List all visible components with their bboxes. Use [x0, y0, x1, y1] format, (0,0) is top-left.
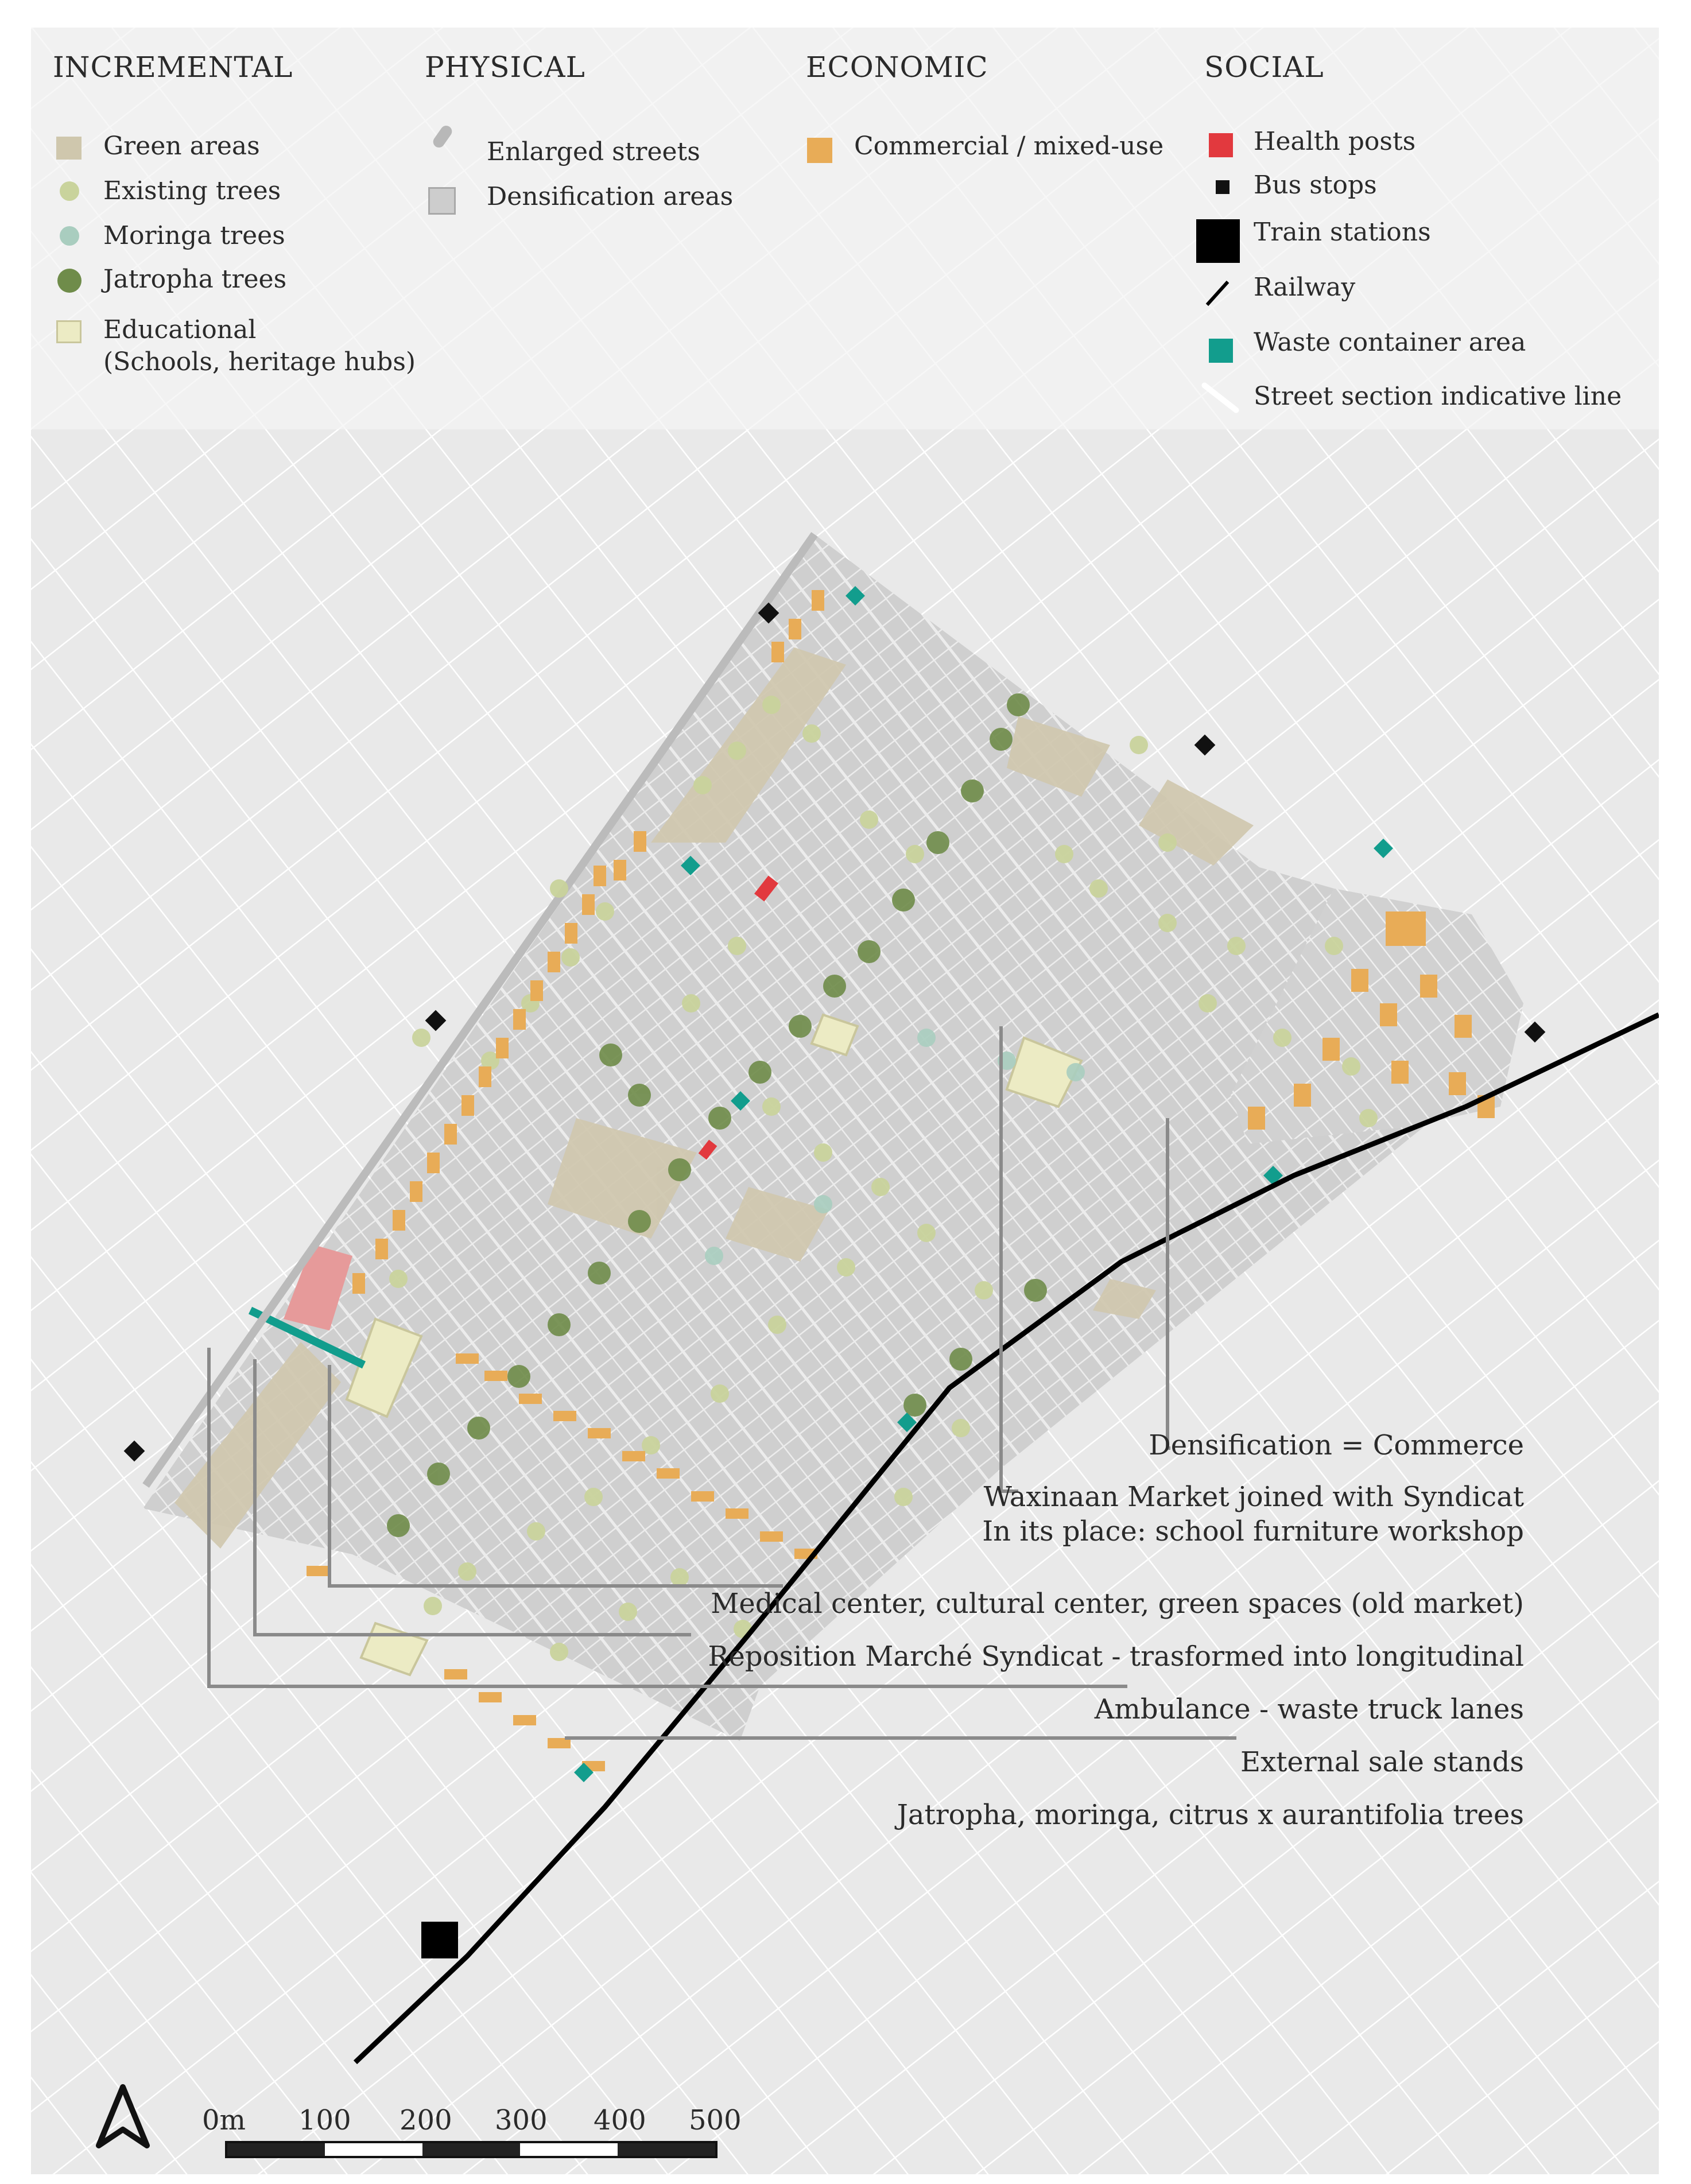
legend-heading-economic: ECONOMIC — [806, 51, 988, 84]
annotation-school-workshop: In its place: school furniture workshop — [982, 1515, 1524, 1547]
legend-densification-areas: Densification areas — [487, 182, 734, 211]
legend-existing-trees: Existing trees — [103, 176, 281, 205]
annotation-medical-center: Medical center, cultural center, green spaces (old market) — [711, 1588, 1524, 1620]
scale-label-200: 200 — [400, 2104, 452, 2136]
annotation-tree-species: Jatropha, moringa, citrus x aurantifolia trees — [897, 1799, 1524, 1831]
legend-enlarged-streets: Enlarged streets — [487, 137, 700, 166]
waste-container-swatch — [1209, 339, 1233, 363]
train-station — [421, 1922, 458, 1958]
annotation-densification: Densification = Commerce — [1149, 1429, 1524, 1461]
legend-commercial: Commercial / mixed-use — [854, 131, 1164, 161]
existing-tree-icon — [60, 181, 79, 201]
health-post-swatch — [1209, 133, 1233, 157]
jatropha-tree-icon — [57, 269, 82, 293]
legend-educational-detail: (Schools, heritage hubs) — [103, 347, 416, 377]
legend-train-stations: Train stations — [1254, 218, 1431, 247]
north-arrow-icon — [94, 2082, 152, 2151]
legend-bus-stops: Bus stops — [1254, 170, 1377, 200]
legend-educational: Educational — [103, 315, 257, 344]
scale-label-100: 100 — [298, 2104, 351, 2136]
legend-health-posts: Health posts — [1254, 127, 1416, 156]
scale-label-500: 500 — [689, 2104, 742, 2136]
annotation-external-stands: External sale stands — [1240, 1746, 1524, 1778]
moringa-tree-icon — [60, 226, 79, 246]
legend-heading-incremental: INCREMENTAL — [53, 51, 293, 84]
scale-label-400: 400 — [594, 2104, 646, 2136]
densification-swatch — [428, 187, 456, 215]
annotation-waxinaan-market: Waxinaan Market joined with Syndicat — [983, 1481, 1524, 1513]
legend-heading-social: SOCIAL — [1204, 51, 1324, 84]
legend-waste-container: Waste container area — [1254, 328, 1526, 357]
map-frame — [31, 28, 1659, 2174]
annotation-marche-syndicat: Reposition Marché Syndicat - trasformed into longitudinal — [708, 1640, 1524, 1673]
bus-stop-swatch — [1216, 180, 1230, 194]
legend-railway: Railway — [1254, 273, 1356, 302]
commercial-swatch — [807, 138, 832, 163]
legend-moringa-trees: Moringa trees — [103, 221, 285, 250]
scale-label-300: 300 — [495, 2104, 548, 2136]
green-area-swatch — [56, 137, 82, 160]
educational-swatch — [56, 320, 82, 343]
train-station-swatch — [1196, 219, 1240, 263]
legend-jatropha-trees: Jatropha trees — [103, 265, 287, 294]
legend-heading-physical: PHYSICAL — [425, 51, 585, 84]
scale-label-0: 0m — [202, 2104, 246, 2136]
scale-bar — [225, 2141, 717, 2158]
legend-green-areas: Green areas — [103, 131, 260, 161]
annotation-ambulance-lanes: Ambulance - waste truck lanes — [1094, 1693, 1524, 1725]
legend-street-section: Street section indicative line — [1254, 382, 1622, 411]
